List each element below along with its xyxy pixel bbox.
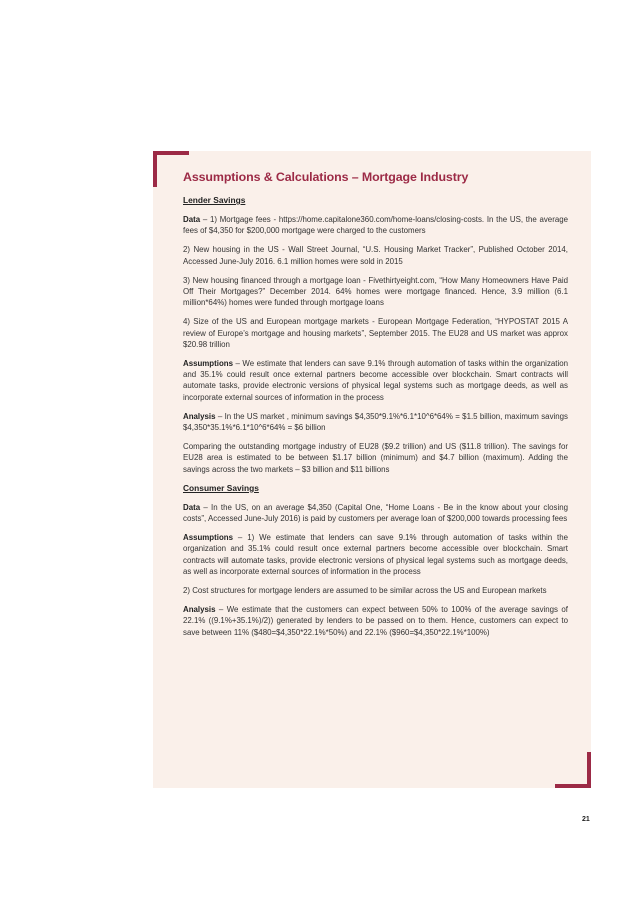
lender-data-4: 4) Size of the US and European mortgage markets - European Mortgage Federation, “HYPOSTAT 2015 A review of Europe’s mortgage and housing markets”, September 2015. The EU28 and US market was approx $20.98 trillion <box>183 317 568 349</box>
lender-comparison: Comparing the outstanding mortgage industry of EU28 ($9.2 trillion) and US ($11.8 trillion). The savings for EU28 area is estimated to be between $1.17 billion (minimum) and $4.7 billion (maximum). Adding the savings across the two markets – $3 billion and $11 billions <box>183 442 568 474</box>
lender-analysis-label: Analysis <box>183 411 216 421</box>
lender-data-1: Data – 1) Mortgage fees - https://home.capitalone360.com/home-loans/closing-costs. In the US, the average fees of $4,350 for $200,000 mortgage were charged to the customers <box>183 215 568 236</box>
consumer-assumptions-1: Assumptions – 1) We estimate that lenders can save 9.1% through automation of tasks within the organization and 35.1% could result once external partners become accessible over blockchain. Smart contracts will automate tasks, provide electronic versions of physical legal systems such as mortgage deeds, as well as incorporate external sources of information in the process <box>183 533 568 576</box>
corner-accent-top-left-vertical <box>153 151 157 187</box>
lender-data-3: 3) New housing financed through a mortgage loan - Fivethirtyeight.com, “How Many Homeowners Have Paid Off Their Mortgages?” December 2014. 64% homes were mortgage financed. Hence, 3.9 million (6.1 million*64%) homes were funded through mortgage loans <box>183 275 568 308</box>
lender-savings-heading: Lender Savings <box>183 195 246 205</box>
document-body <box>183 170 568 646</box>
consumer-analysis: Analysis – We estimate that the customers can expect between 50% to 100% of the average savings of 22.1% ((9.1%+35.1%)/2)) generated by lenders to be passed on to them. Hence, customers can expect to save between 11% ($480=$4,350*22.1%*50%) and 22.1% ($960=$4,350*22.1%*100%) <box>183 605 568 637</box>
corner-accent-bottom-right <box>555 784 591 788</box>
page-title: Assumptions & Calculations – Mortgage Industry <box>183 170 469 184</box>
consumer-data: Data – In the US, on an average $4,350 (Capital One, “Home Loans - Be in the know about your closing costs”, Accessed June-July 2016) is paid by customers per average loan of $200,000 towards processing fees <box>183 502 568 524</box>
consumer-assumptions-label: Assumptions <box>183 533 233 543</box>
page-number: 21 <box>582 816 590 823</box>
consumer-analysis-label: Analysis <box>183 605 216 615</box>
consumer-data-label: Data <box>183 502 201 512</box>
lender-assumptions-label: Assumptions <box>183 359 233 369</box>
lender-data-label: Data <box>183 215 201 224</box>
consumer-assumptions-2: 2) Cost structures for mortgage lenders are assumed to be similar across the US and European markets <box>183 586 547 596</box>
corner-accent-bottom-right-vertical <box>587 752 591 788</box>
lender-analysis: Analysis – In the US market , minimum savings $4,350*9.1%*6.1*10^6*64% = $1.5 billion, maximum savings $4,350*35.1%*6.1*10^6*64% = $6 billion <box>183 411 568 433</box>
lender-data-2: 2) New housing in the US - Wall Street Journal, “U.S. Housing Market Tracker”, Published October 2014, Accessed June-July 2016. 6.1 million homes were sold in 2015 <box>183 245 568 266</box>
consumer-savings-heading: Consumer Savings <box>183 482 259 493</box>
lender-assumptions: Assumptions – We estimate that lenders can save 9.1% through automation of tasks within the organization and 35.1% could result once external partners become accessible over blockchain. Smart contracts will automate tasks, provide electronic versions of physical legal systems such as mortgage deeds, as well as incorporate external sources of information in the process <box>183 359 568 402</box>
corner-accent-top-left <box>153 151 189 155</box>
